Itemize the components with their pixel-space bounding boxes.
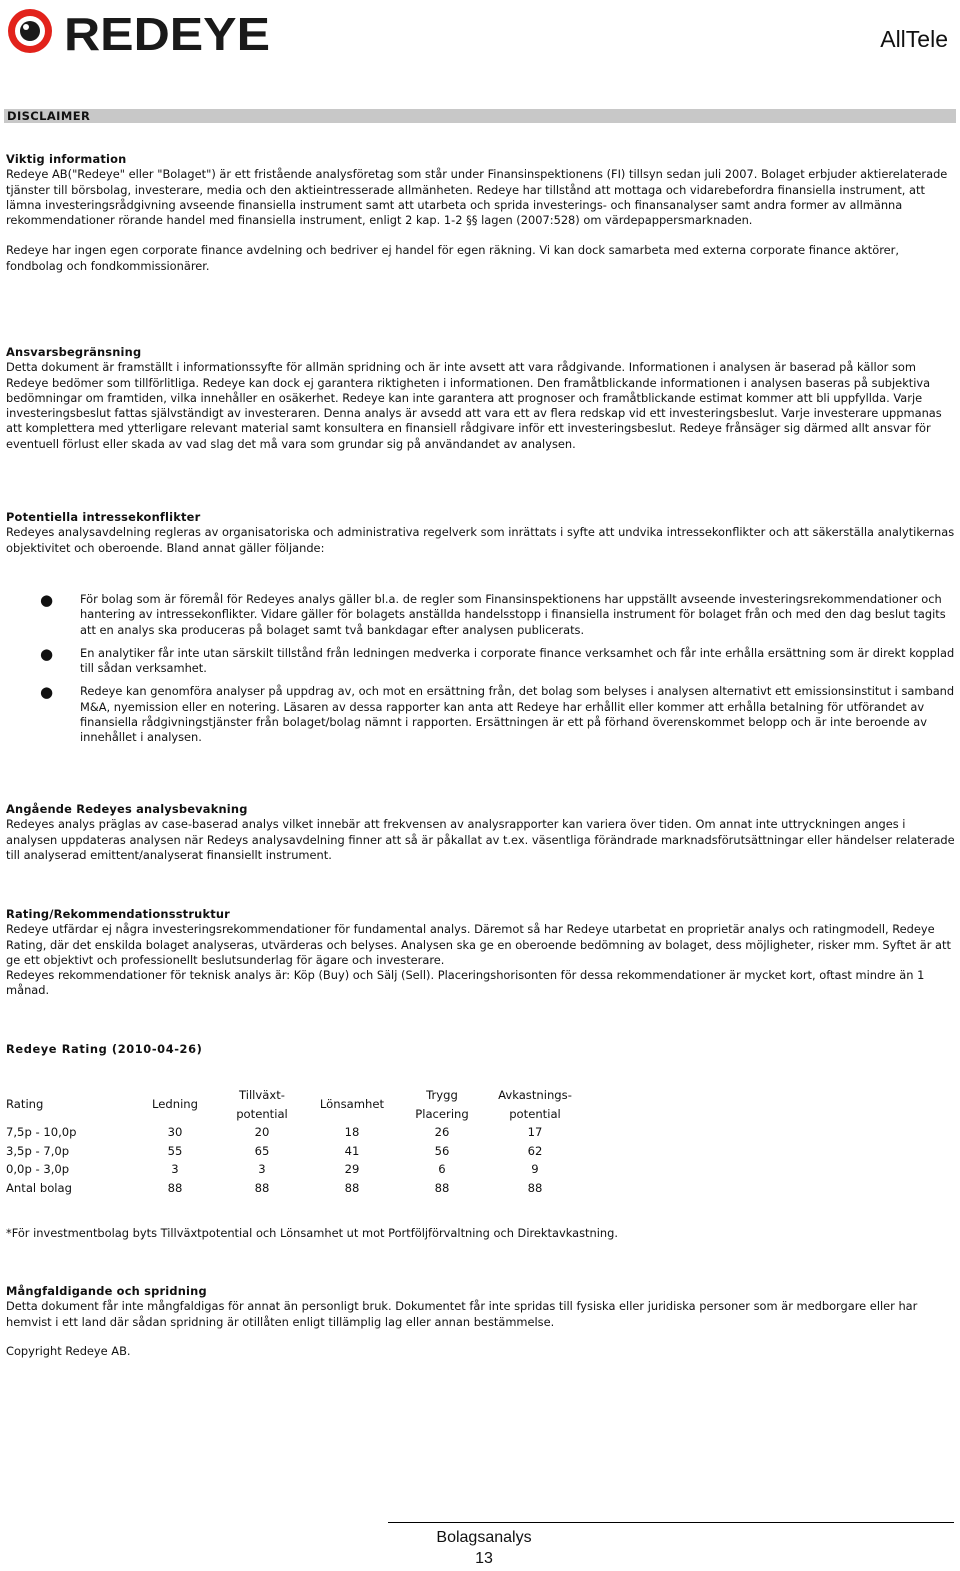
section-analysbevakning <box>6 802 956 863</box>
section-spridning <box>6 1284 956 1330</box>
table-cell: 30 <box>167 1125 183 1139</box>
table-cell: 3,5p - 7,0p <box>6 1143 70 1158</box>
table-cell: 41 <box>344 1143 360 1158</box>
section-paragraph: Redeye utfärdar ej några investeringsrekommendationer för fundamental analys. Däremot så har Redeye utarbetat en proprietär analys och ratingmodell, Redeye Rating, där det enskilda bolaget analyseras, utvärderas och belyses. Analysen ska ge en oberoende bedömning av bolaget, dess möjligheter, risker mm. Syftet är att ge ett objektivt och professionellt beslutsunderlag för ägare och investerare. <box>6 922 951 967</box>
rating-header-cell: Rating <box>6 1097 44 1112</box>
list-item: ● Redeye kan genomföra analyser på uppdrag av, och mot en ersättning från, det bolag som belyses i analysen alternativt ett emissionsinstitut i samband M&A, nyemission eller en notering. Läsaren av dessa rapporter kan anta att Redeye har erhållit eller kommer att erhålla betalning för utförandet av finansiella rådgivningstjänster från bolaget/bolag nämnt i rapporten. Ersättningen är ett på förhand överenskommet belopp och är inte beroende av innehållet i analysen. <box>40 683 955 745</box>
section-heading: Rating/Rekommendationsstruktur <box>6 907 230 921</box>
bullet-icon: ● <box>40 644 54 663</box>
page-number: 13 <box>475 1550 493 1567</box>
table-cell: 3 <box>258 1162 266 1176</box>
section-paragraph: Detta dokument får inte mångfaldigas för annat än personligt bruk. Dokumentet får inte spridas till fysiska eller juridiska personer som är medborgare eller har hemvist i ett land där sådan spridning är otillåten enligt tillämplig lag eller annan bestämmelse. <box>6 1299 918 1329</box>
section-paragraph: Redeye AB("Redeye" eller "Bolaget") är ett fristående analysföretag som står under Finansinspektionens (FI) tillsyn sedan juli 2007. Bolaget erbjuder aktierelaterade tjänster till börsbolag, investerare, media och den aktieintresserade allmänheten. Redeye har tillstånd att mottaga och vidarebefordra finansiella instrument, att lämna investeringsrådgivning avseende finansiella instrument samt att utarbeta och sprida investerings- och finansanalyser samt andra former av allmänna rekommendationer rörande handel med finansiella instrument, enligt 2 kap. 1-2 §§ lagen (2007:528) om värdepappersmarknaden. <box>6 167 948 228</box>
section-ansvarsbegransning <box>6 345 956 452</box>
rating-title: Redeye Rating (2010-04-26) <box>6 1042 203 1056</box>
table-cell: 29 <box>344 1162 360 1176</box>
table-cell: 0,0p - 3,0p <box>6 1162 70 1176</box>
disclaimer-title: DISCLAIMER <box>7 109 91 123</box>
conflict-bullet-list <box>6 592 956 754</box>
svg-text:REDEYE: REDEYE <box>64 8 270 58</box>
table-cell: 56 <box>434 1143 450 1158</box>
section-viktig-information <box>6 152 956 274</box>
section-paragraph: Detta dokument är framställt i informationssyfte för allmän spridning och är inte avsett att vara rådgivande. Informationen i analysen är baserad på källor som Redeye bedömer som tillförlitliga. Redeye kan dock ej garantera riktigheten i informationen. Den framåtblickande informationen i analysen baseras på subjektiva bedömningar om framtiden, vilka innehåller en osäkerhet. Redeye kan inte garantera att prognoser och framåtblickande estimat kommer att bli uppfyllda. Varje investeringsbeslut fattas självständigt av investeraren. Denna analys är avsedd att vara ett av flera redskap vid ett investeringsbeslut. Varje investerare uppmanas att komplettera med ytterligare relevant material samt konsultera en finansiell rådgivare inför ett investeringsbeslut. Redeye frånsäger sig därmed allt ansvar för eventuell förlust eller skada av vad slag det må vara som grundar sig på användandet av analysen. <box>6 360 942 451</box>
section-paragraph: Redeyes rekommendationer för teknisk analys är: Köp (Buy) och Sälj (Sell). Placeringshorisonten för dessa rekommendationer är mycket kort, oftast mindre än 1 månad. <box>6 968 925 998</box>
rating-header-cell: Lönsamhet <box>319 1097 385 1112</box>
rating-header-cell: Tillväxt- potential <box>236 1088 288 1121</box>
table-cell: 7,5p - 10,0p <box>6 1125 77 1139</box>
list-item: ● För bolag som är föremål för Redeyes analys gäller bl.a. de regler som Finansinspektionens har uppställt avseende investeringsrekommendationer och hantering av intressekonflikter. Vidare gäller för bolagets anställda handelsstopp i finansiella instrument för bolaget från och med den dag beslut tagits att en analys ska produceras på bolaget samt två bankdagar efter analysen publicerats. <box>40 591 946 637</box>
footer-divider <box>388 1522 954 1523</box>
table-cell: 55 <box>167 1143 183 1158</box>
bullet-icon: ● <box>40 591 54 609</box>
section-intressekonflikter <box>6 510 956 556</box>
company-name: AllTele <box>880 26 948 52</box>
table-cell: 88 <box>527 1180 543 1195</box>
rating-header-row <box>6 1086 580 1123</box>
table-cell: 65 <box>254 1143 270 1158</box>
rating-header-cell: Ledning <box>151 1097 199 1112</box>
disclaimer-bar <box>4 109 956 123</box>
table-cell: 88 <box>434 1180 450 1195</box>
section-paragraph: Redeyes analysavdelning regleras av organisatoriska och administrativa regelverk som inrättats i syfte att undvika intressekonflikter och att säkerställa analytikernas objektivitet och oberoende. Bland annat gäller följande: <box>6 525 955 555</box>
copyright: Copyright Redeye AB. <box>6 1344 131 1358</box>
table-cell: 20 <box>254 1125 270 1139</box>
redeye-logo <box>6 6 276 58</box>
rating-footnote: *För investmentbolag byts Tillväxtpotential och Lönsamhet ut mot Portföljförvaltning och Direktavkastning. <box>6 1226 618 1240</box>
rating-table <box>6 1086 580 1197</box>
footer-label: Bolagsanalys <box>436 1529 532 1546</box>
section-heading: Potentiella intressekonflikter <box>6 510 201 524</box>
table-cell: 3 <box>171 1162 179 1176</box>
table-cell: 88 <box>167 1180 183 1195</box>
section-rekommendationsstruktur <box>6 907 956 999</box>
table-row <box>6 1123 580 1142</box>
table-row <box>6 1160 580 1179</box>
table-cell: 26 <box>434 1125 450 1139</box>
table-row <box>6 1179 580 1198</box>
table-cell: 18 <box>344 1125 360 1139</box>
table-cell: 62 <box>527 1143 543 1158</box>
section-paragraph: Redeye har ingen egen corporate finance avdelning och bedriver ej handel för egen räkning. Vi kan dock samarbeta med externa corporate finance aktörer, fondbolag och fondkommissionärer. <box>6 243 899 273</box>
table-cell: 88 <box>344 1180 360 1195</box>
section-paragraph: Redeyes analys präglas av case-baserad analys vilket innebär att frekvensen av analysrapporter kan variera över tiden. Om annat inte uttryckningen anges i analysen uppdateras analysen när Redeys analysavdelning finner att så är påkallat av t.ex. väsentliga förändrade marknadsförutsättningar eller händelser relaterade till analyserad emittent/analyserat finansiellt instrument. <box>6 817 955 862</box>
rating-header-cell: Trygg Placering <box>415 1088 469 1121</box>
section-heading: Angående Redeyes analysbevakning <box>6 802 248 816</box>
list-item: ● En analytiker får inte utan särskilt tillstånd från ledningen medverka i corporate finance verksamhet och får inte erhålla ersättning som är direkt kopplad till sådan verksamhet. <box>40 644 955 676</box>
table-cell: Antal bolag <box>6 1180 72 1195</box>
section-heading: Mångfaldigande och spridning <box>6 1284 207 1298</box>
bullet-icon: ● <box>40 683 54 702</box>
table-cell: 6 <box>438 1162 446 1176</box>
rating-header-cell: Avkastnings- potential <box>498 1088 572 1121</box>
section-heading: Viktig information <box>6 152 127 166</box>
table-row <box>6 1142 580 1161</box>
table-cell: 17 <box>527 1125 543 1139</box>
section-heading: Ansvarsbegränsning <box>6 345 142 359</box>
table-cell: 9 <box>531 1162 539 1176</box>
table-cell: 88 <box>254 1180 270 1195</box>
